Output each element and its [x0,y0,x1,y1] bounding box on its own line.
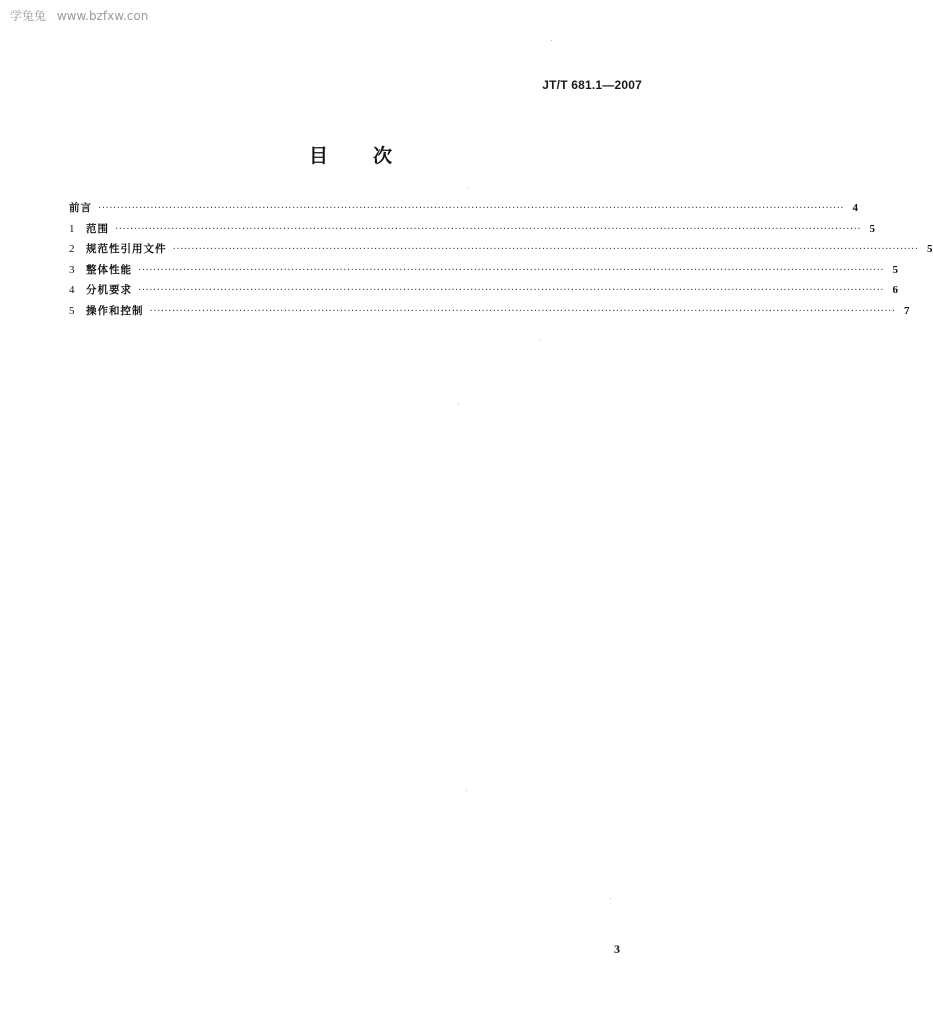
toc-leader-dots: ········································································································································································································ [115,223,862,235]
toc-leader-dots: ········································································································································································································ [138,264,885,276]
toc-entry-label: 整体性能 [86,263,132,276]
toc-entry-page: 5 [927,243,933,255]
standard-code: JT/T 681.1—2007 [542,78,642,92]
toc-entry-foreword[interactable] [69,200,859,221]
scan-speck [458,403,459,404]
watermark-site-name: 学兔兔 [10,9,47,23]
toc-leader-dots: ········································································································································································································ [138,285,885,296]
watermark [10,7,155,24]
scan-speck [610,898,611,899]
toc-entry-unit-requirements[interactable] [69,282,899,303]
toc-entry-normative-references[interactable] [69,241,933,262]
toc-entry-label: 规范性引用文件 [86,243,167,255]
toc-entry-label: 前言 [69,202,92,214]
toc-entry-operation-and-control[interactable] [69,303,910,324]
table-of-contents [69,200,933,323]
scan-speck [468,188,469,189]
toc-entry-label: 分机要求 [86,284,132,296]
toc-entry-page: 6 [892,284,899,296]
toc-entry-scope[interactable] [69,221,876,242]
toc-entry-number: 3 [69,263,75,276]
page-number: 3 [614,942,620,956]
toc-title: 目次 [308,145,437,167]
toc-entry-label: 范围 [86,222,109,235]
toc-entry-number: 2 [69,243,75,255]
toc-entry-label: 操作和控制 [86,304,144,317]
toc-entry-page: 4 [852,202,859,214]
toc-entry-overall-performance[interactable] [69,262,899,283]
scan-speck [466,790,467,791]
toc-entry-number: 1 [69,222,75,235]
toc-leader-dots: ········································································································································································································ [149,305,896,317]
toc-leader-dots: ········································································································································································································ [172,244,919,255]
toc-entry-page: 5 [892,263,899,276]
scan-speck [539,340,540,341]
toc-entry-number: 4 [69,284,75,296]
scan-speck [551,40,552,41]
toc-entry-number: 5 [69,304,75,317]
toc-entry-page: 5 [869,222,876,235]
watermark-site-url: www.bzfxw.con [56,9,149,23]
toc-leader-dots: ········································································································································································································ [98,203,845,214]
toc-entry-page: 7 [904,304,910,317]
